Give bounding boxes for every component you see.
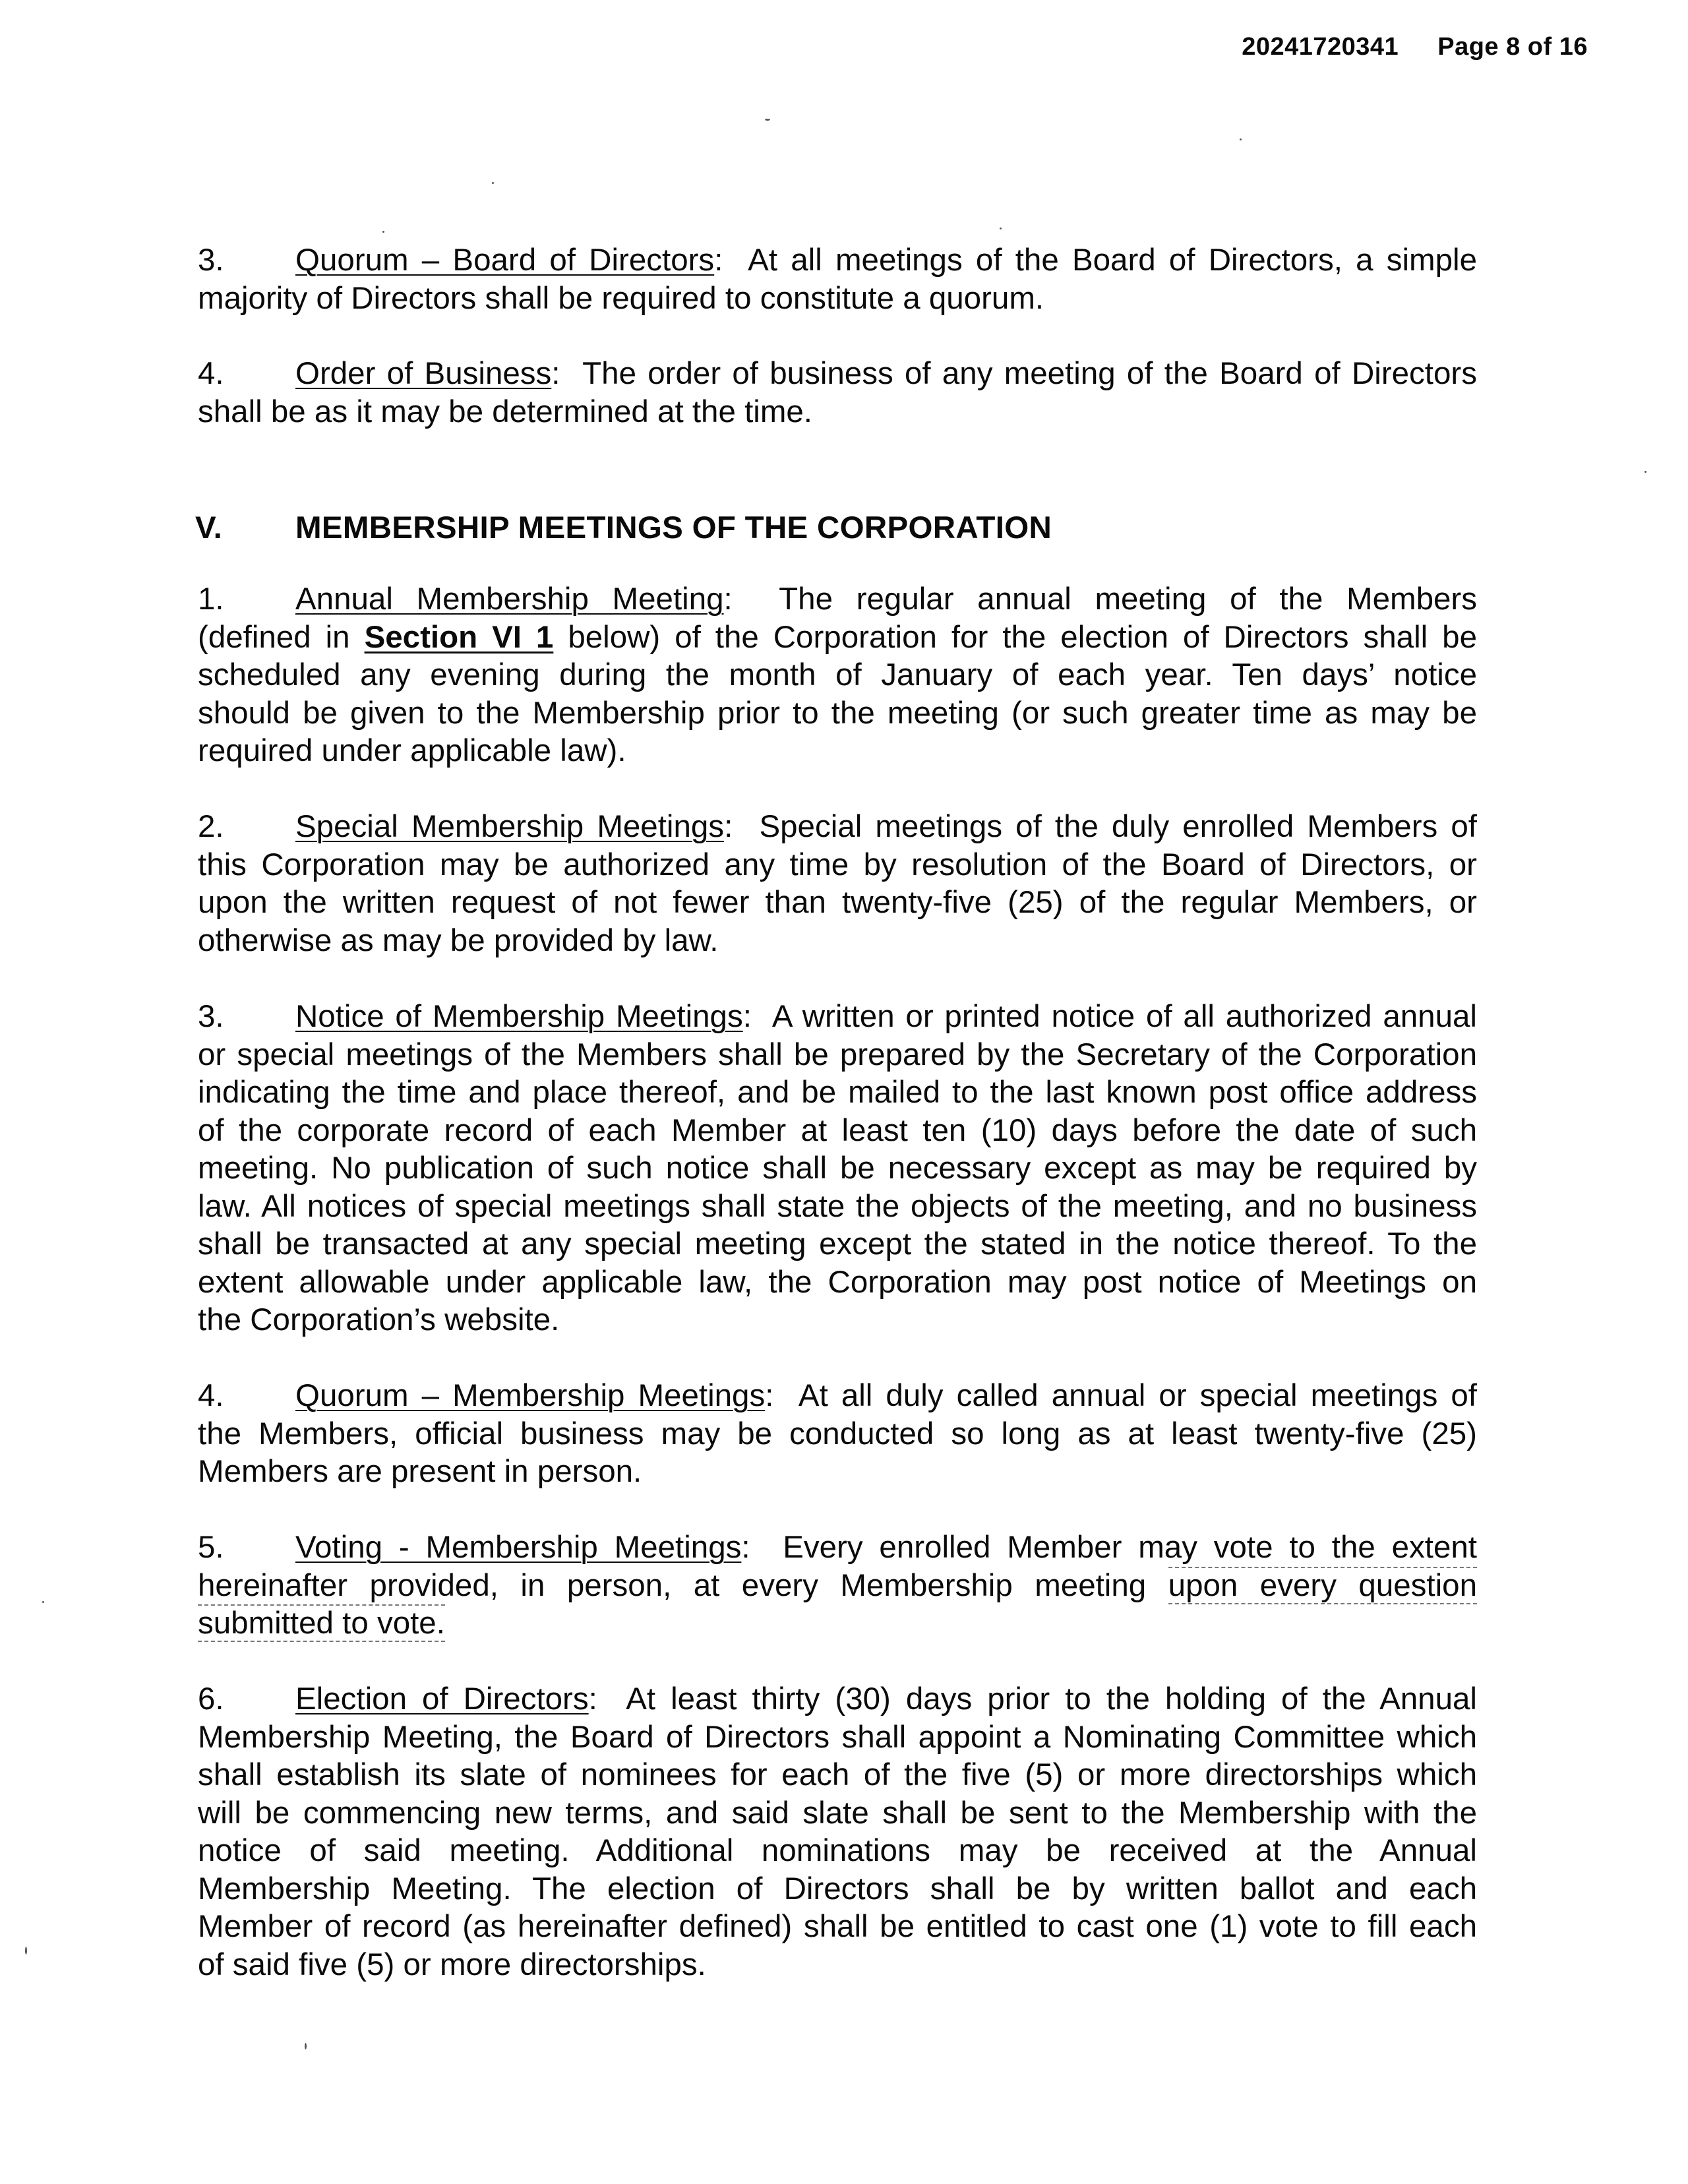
tracked-change-box: upon every question — [1168, 1567, 1477, 1603]
section-number: V. — [195, 510, 223, 545]
document-number: 20241720341 — [1242, 33, 1399, 61]
scan-artifact — [492, 182, 494, 184]
scan-artifact — [42, 1601, 44, 1603]
paragraph-title: Order of Business — [295, 356, 552, 391]
quorum-membership-meetings-paragraph: 4. Quorum – Membership Meetings: At all duly called annual or special meetings of the Members, official business may be conducted so long as at least twenty-five (25) Members are present in person. — [198, 1378, 1477, 1489]
scan-artifact — [765, 119, 770, 121]
paragraph-number: 6. — [198, 1682, 224, 1716]
paragraph-title: Special Membership Meetings — [295, 809, 725, 844]
board-quorum-paragraph: 3. Quorum – Board of Directors: At all meetings of the Board of Directors, a simple majority of Directors shall be required to constitute a quorum. — [198, 243, 1477, 316]
section-heading — [195, 510, 1052, 546]
paragraph-number: 3. — [198, 999, 224, 1034]
paragraph-title: Voting - Membership Meetings — [295, 1530, 742, 1565]
page-header — [1242, 33, 1588, 61]
paragraph-number: 2. — [198, 809, 224, 844]
paragraph-title: Notice of Membership Meetings — [295, 999, 743, 1034]
annual-membership-meeting-paragraph: 1. Annual Membership Meeting: The regular annual meeting of the Members (defined in Section VI 1 below) of the Corporation for the election of Directors shall be scheduled any evening during the month of January of each year. Ten days’ notice should be given to the Membership prior to the meeting (or such greater time as may be required under applicable law). — [198, 582, 1477, 768]
page-number: Page 8 of 16 — [1437, 33, 1588, 61]
paragraph-number: 3. — [198, 243, 224, 278]
scan-artifact — [1644, 471, 1646, 473]
paragraph-number: 4. — [198, 1378, 224, 1413]
paragraph-number: 5. — [198, 1530, 224, 1565]
scan-artifact — [1240, 138, 1242, 140]
paragraph-title: Election of Directors — [295, 1682, 589, 1716]
tracked-change-box: submitted to vote. — [198, 1606, 445, 1641]
section-title: MEMBERSHIP MEETINGS OF THE CORPORATION — [295, 510, 1052, 545]
scan-artifact — [1000, 228, 1002, 229]
scan-artifact — [382, 231, 384, 233]
paragraph-number: 4. — [198, 356, 224, 391]
scan-artifact — [305, 2043, 307, 2049]
special-membership-meetings-paragraph: 2. Special Membership Meetings: Special meetings of the duly enrolled Members of this Corporation may be authorized any time by resolution of the Board of Directors, or upon the written request of not fewer than twenty-five (25) of the regular Members, or otherwise as may be provided by law. — [198, 809, 1477, 958]
paragraph-title: Quorum – Board of Directors — [295, 243, 715, 278]
voting-membership-meetings-paragraph: 5. Voting - Membership Meetings: Every enrolled Member may vote to the extent hereinafter provided, in person, at every Membership meeting upon every question submitted to vote. — [198, 1530, 1477, 1641]
section-reference-link: Section VI 1 — [364, 619, 554, 655]
paragraph-title: Quorum – Membership Meetings — [295, 1378, 766, 1413]
election-of-directors-paragraph: 6. Election of Directors: At least thirty (30) days prior to the holding of the Annual Membership Meeting, the Board of Directors shall appoint a Nominating Committee which shall establish its slate of nominees for each of the five (5) or more directorships which will be commencing new terms, and said slate shall be sent to the Membership with the notice of said meeting. Additional nominations may be received at the Annual Membership Meeting. The election of Directors shall be by written ballot and each Member of record (as hereinafter defined) shall be entitled to cast one (1) vote to fill each of said five (5) or more directorships. — [198, 1682, 1477, 1982]
scan-artifact — [25, 1947, 27, 1955]
paragraph-title: Annual Membership Meeting — [295, 582, 724, 617]
board-order-of-business-paragraph: 4. Order of Business: The order of business of any meeting of the Board of Directors shall be as it may be determined at the time. — [198, 356, 1477, 429]
notice-of-membership-meetings-paragraph: 3. Notice of Membership Meetings: A written or printed notice of all authorized annual or special meetings of the Members shall be prepared by the Secretary of the Corporation indicating the time and place thereof, and be mailed to the last known post office address of the corporate record of each Member at least ten (10) days before the date of such meeting. No publication of such notice shall be necessary except as may be required by law. All notices of special meetings shall state the objects of the meeting, and no business shall be transacted at any special meeting except the stated in the notice thereof. To the extent allowable under applicable law, the Corporation may post notice of Meetings on the Corporation’s website. — [198, 999, 1477, 1337]
paragraph-number: 1. — [198, 582, 224, 617]
